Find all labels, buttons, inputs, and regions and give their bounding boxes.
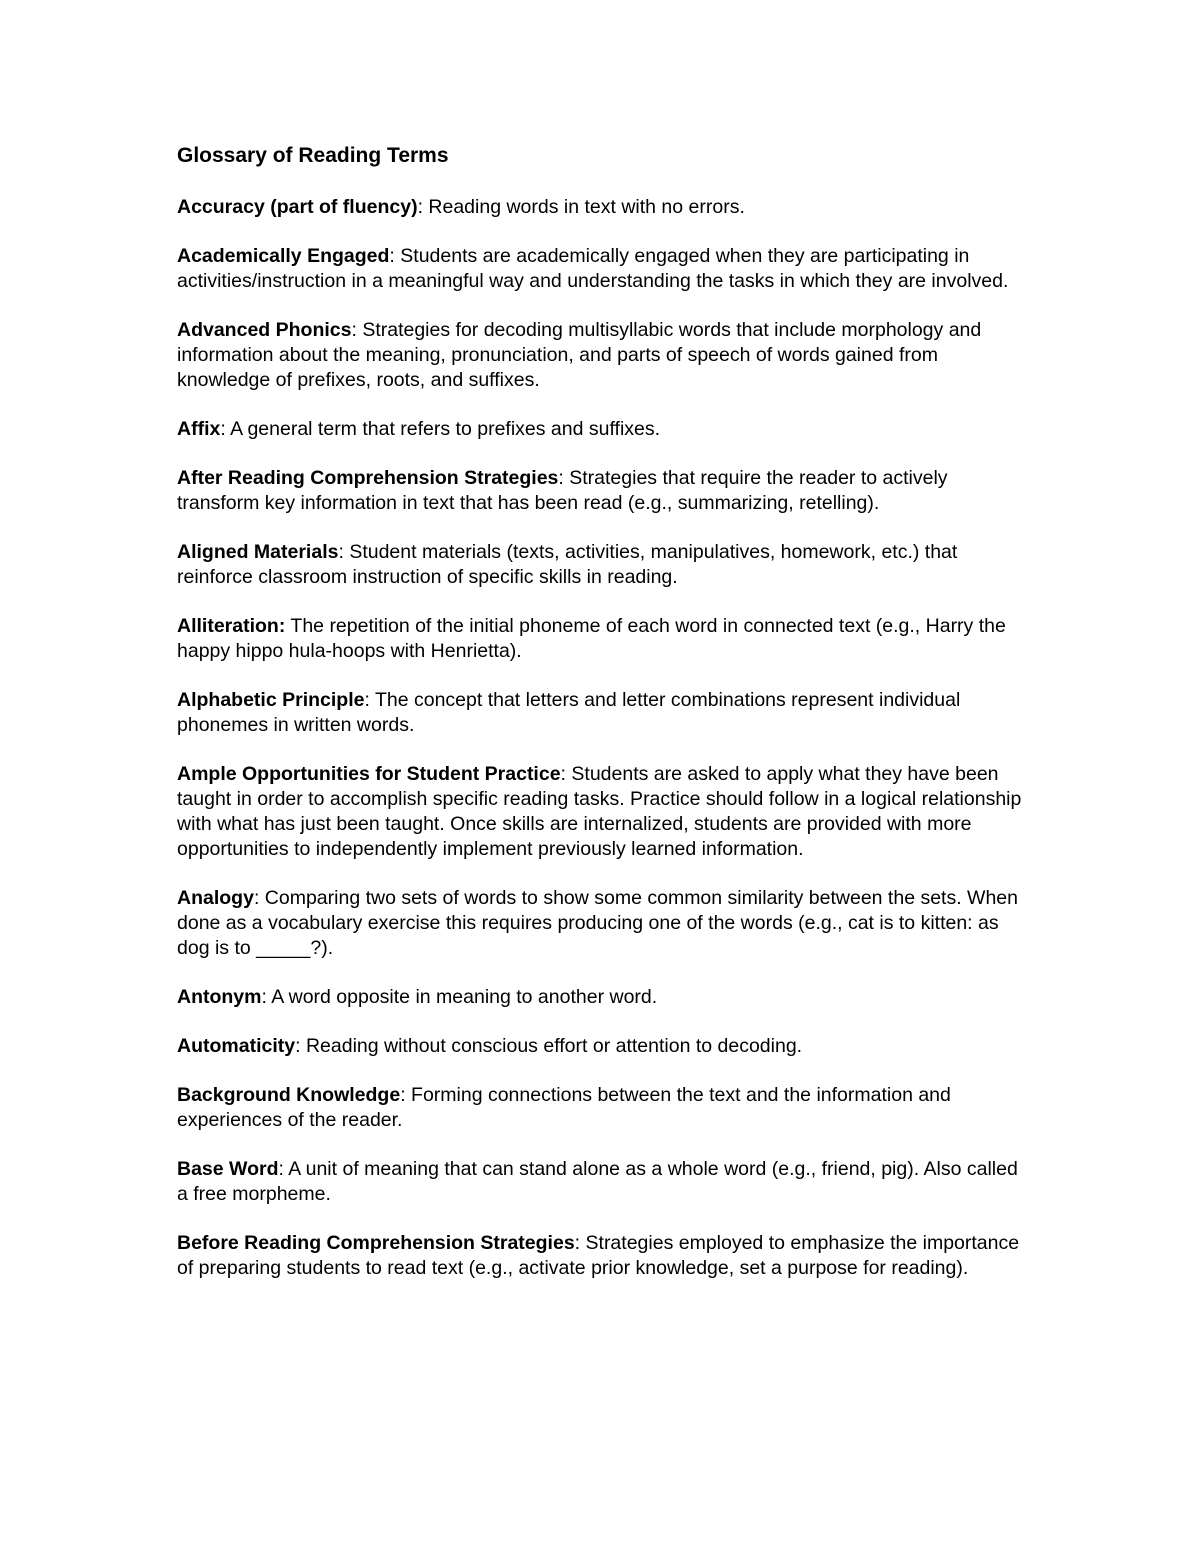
definition: The concept that letters and letter combinations represent individual phonemes in written words. (177, 689, 961, 736)
separator: : (351, 319, 363, 341)
separator: : (261, 986, 272, 1008)
separator: : (560, 763, 572, 785)
separator: : (253, 887, 265, 909)
definition: Strategies that require the reader to actively transform key information in text that has been read (e.g., summarizing, retelling). (177, 467, 948, 514)
separator: : (364, 689, 375, 711)
term: Analogy (177, 887, 254, 909)
glossary-entry-before-reading (177, 1231, 1027, 1281)
definition: A word opposite in meaning to another word. (271, 986, 658, 1008)
definition: Comparing two sets of words to show some common similarity between the sets. When done as a vocabulary exercise this requires producing one of the words (e.g., cat is to kitten: as dog is to _____?). (177, 887, 1018, 959)
separator: : (295, 1035, 306, 1057)
definition: Forming connections between the text and the information and experiences of the reader. (177, 1084, 951, 1131)
definition: Reading without conscious effort or attention to decoding. (305, 1035, 803, 1057)
separator: : (278, 1158, 289, 1180)
separator: : (389, 245, 401, 267)
definition: Student materials (texts, activities, manipulatives, homework, etc.) that reinforce classroom instruction of specific skills in reading. (177, 541, 958, 588)
term: Alphabetic Principle (177, 689, 365, 711)
separator: : (400, 1084, 412, 1106)
definition: Students are asked to apply what they have been taught in order to accomplish specific reading tasks. Practice should follow in a logical relationship with what has just been taught. Once skills are internalized, students are provided with more opportunities to independently implement previously learned information. (177, 763, 1022, 860)
definition: The repetition of the initial phoneme of each word in connected text (e.g., Harry the happy hippo hula-hoops with Henrietta). (177, 615, 1006, 662)
glossary-entry-accuracy (177, 195, 1027, 220)
term: Affix (177, 418, 221, 440)
term: After Reading Comprehension Strategies (177, 467, 559, 489)
term: Background Knowledge (177, 1084, 401, 1106)
glossary-entry-ample-opportunities (177, 762, 1027, 862)
glossary-entry-affix (177, 417, 1027, 442)
glossary-entry-base-word (177, 1157, 1027, 1207)
glossary-entry-academically-engaged (177, 244, 1027, 294)
term: Before Reading Comprehension Strategies (177, 1232, 575, 1254)
separator: : (220, 418, 231, 440)
definition: Strategies employed to emphasize the importance of preparing students to read text (e.g., activate prior knowledge, set a purpose for reading). (177, 1232, 1020, 1279)
definition: A general term that refers to prefixes and suffixes. (230, 418, 661, 440)
separator: : (574, 1232, 586, 1254)
glossary-entry-analogy (177, 886, 1027, 961)
glossary-entry-antonym (177, 985, 1027, 1010)
glossary-entry-background-knowledge (177, 1083, 1027, 1133)
term: Advanced Phonics (177, 319, 352, 341)
term: Base Word (177, 1158, 279, 1180)
glossary-entry-alliteration (177, 614, 1027, 664)
glossary-entry-aligned-materials (177, 540, 1027, 590)
term: Automaticity (177, 1035, 296, 1057)
document-page (177, 141, 1027, 1305)
glossary-entry-automaticity (177, 1034, 1027, 1059)
term: Aligned Materials (177, 541, 339, 563)
term: Ample Opportunities for Student Practice (177, 763, 561, 785)
definition: Strategies for decoding multisyllabic words that include morphology and information about the meaning, pronunciation, and parts of speech of words gained from knowledge of prefixes, roots, and suffixes. (177, 319, 982, 391)
term: Antonym (177, 986, 262, 1008)
glossary-entry-after-reading (177, 466, 1027, 516)
definition: Students are academically engaged when they are participating in activities/instruction in a meaningful way and understanding the tasks in which they are involved. (177, 245, 1009, 292)
definition: A unit of meaning that can stand alone as a whole word (e.g., friend, pig). Also called a free morpheme. (177, 1158, 1018, 1205)
term: Alliteration: (177, 615, 286, 637)
term: Academically Engaged (177, 245, 390, 267)
definition: Reading words in text with no errors. (428, 196, 745, 218)
separator: : (338, 541, 350, 563)
term: Accuracy (part of fluency) (177, 196, 418, 218)
glossary-entry-alphabetic-principle (177, 688, 1027, 738)
separator: : (558, 467, 570, 489)
document-title: Glossary of Reading Terms (177, 144, 449, 167)
glossary-entry-advanced-phonics (177, 318, 1027, 393)
separator: : (417, 196, 429, 218)
